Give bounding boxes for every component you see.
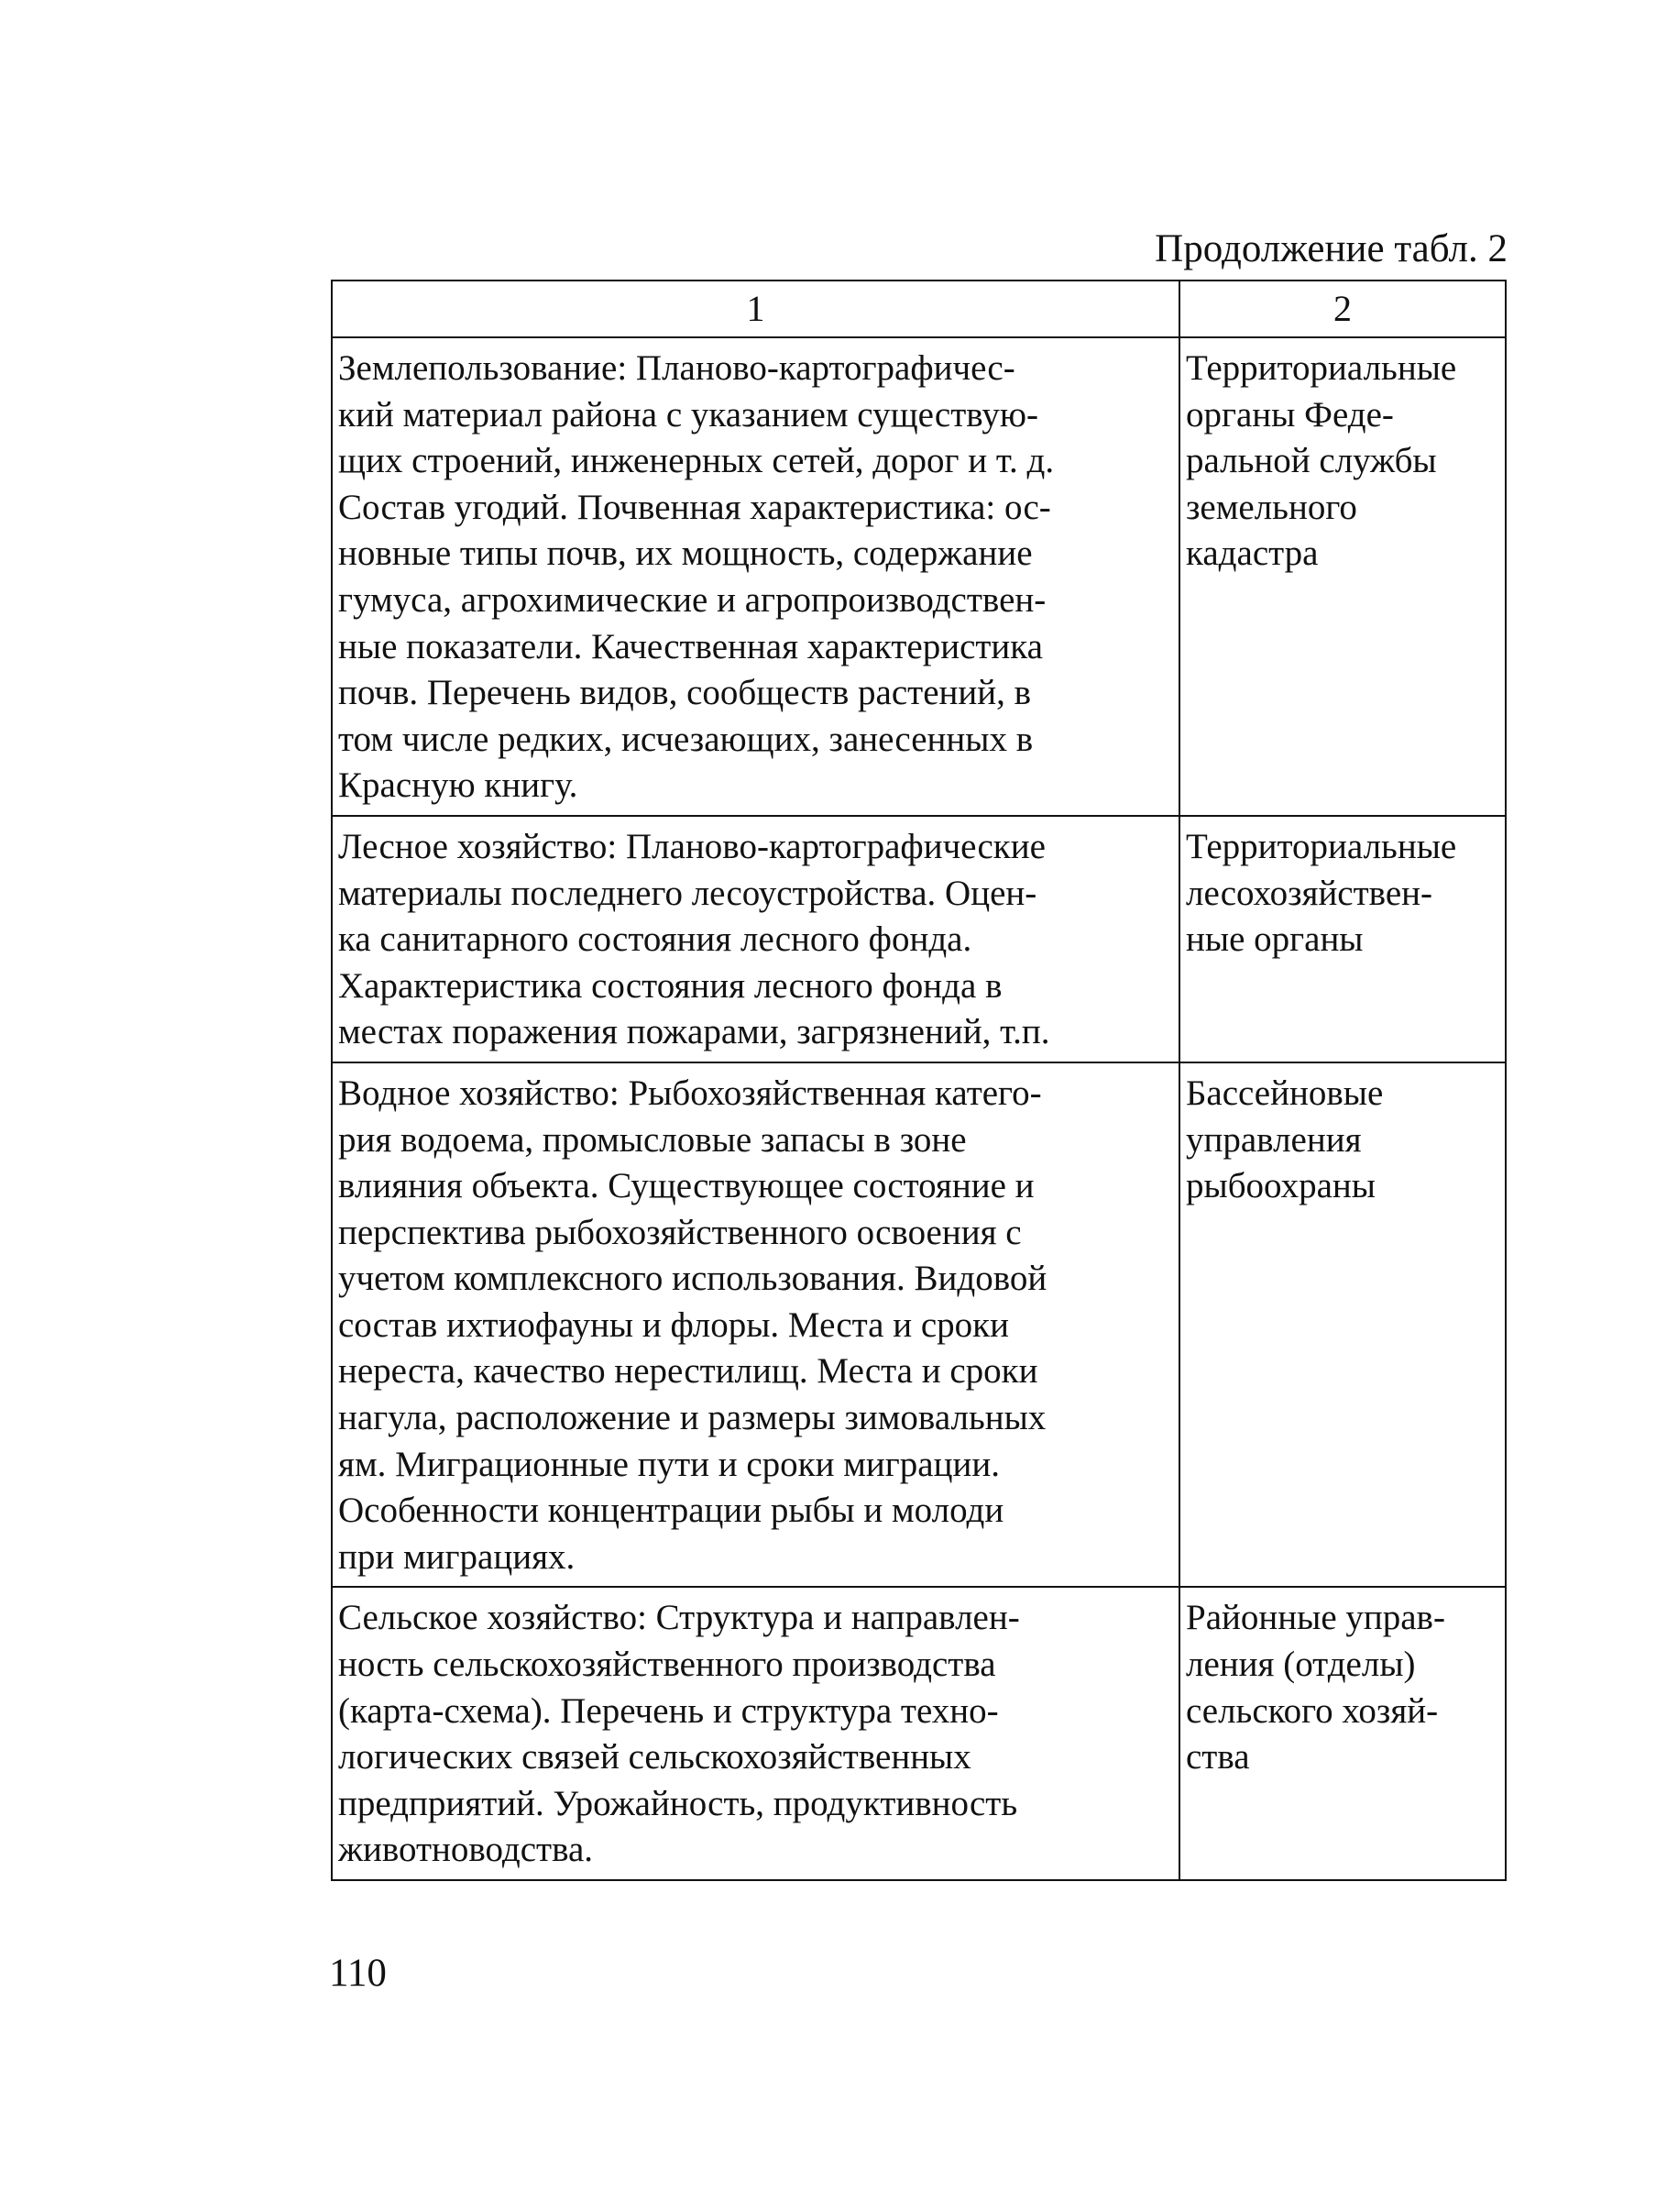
text-line: ления (отделы) xyxy=(1186,1645,1416,1685)
text-line: ка санитарного состояния лесного фонда. xyxy=(338,919,972,960)
text-line: Состав угодий. Почвенная характеристика: ос- xyxy=(338,487,1051,527)
text-line: кий материал района с указанием существую- xyxy=(338,394,1038,435)
text-line: при миграциях. xyxy=(338,1536,576,1577)
text-line: ям. Миграционные пути и сроки миграции. xyxy=(338,1444,1000,1484)
text-line: нагула, расположение и размеры зимовальных xyxy=(338,1398,1047,1438)
text-line: гумуса, агрохимические и агропроизводствен- xyxy=(338,579,1047,620)
text-line: кадастра xyxy=(1186,534,1319,574)
text-line: новные типы почв, их мощность, содержание xyxy=(338,534,1033,574)
text-line: Территориальные xyxy=(1186,826,1457,866)
text-line: Лесное хозяйство: Планово-картографические xyxy=(338,826,1046,866)
cell-text xyxy=(333,1063,1179,1587)
text-line: рыбоохраны xyxy=(1186,1166,1376,1206)
text-line: Районные управ- xyxy=(1186,1598,1445,1638)
text-line: Особенности концентрации рыбы и молоди xyxy=(338,1491,1004,1531)
data-table xyxy=(331,280,1507,1881)
table-row xyxy=(332,1587,1506,1880)
text-line: рия водоема, промысловые запасы в зоне xyxy=(338,1119,967,1160)
cell-text xyxy=(1180,338,1505,583)
text-line: щих строений, инженерных сетей, дорог и т. д. xyxy=(338,441,1055,481)
text-line: (карта-схема). Перечень и структура техно- xyxy=(338,1690,999,1731)
text-line: ные органы xyxy=(1186,919,1364,960)
cell-text xyxy=(333,338,1179,815)
text-line: Красную книгу. xyxy=(338,765,578,806)
table-caption: Продолжение табл. 2 xyxy=(1155,227,1508,270)
text-line: влияния объекта. Существующее состояние и xyxy=(338,1166,1035,1206)
column-header-1: 1 xyxy=(332,281,1179,337)
table-cell-source xyxy=(1179,337,1506,816)
cell-text xyxy=(1180,817,1505,969)
text-line: Водное хозяйство: Рыбохозяйственная катего- xyxy=(338,1073,1042,1113)
text-line: земельного xyxy=(1186,487,1357,527)
cell-text xyxy=(1180,1063,1505,1216)
table-cell-description xyxy=(332,1062,1179,1588)
text-line: Землепользование: Планово-картографичес- xyxy=(338,348,1015,388)
text-line: состав ихтиофауны и флоры. Места и сроки xyxy=(338,1304,1009,1345)
page-number: 110 xyxy=(329,1952,387,1995)
text-line: сельского хозяй- xyxy=(1186,1690,1439,1731)
text-line: почв. Перечень видов, сообществ растений, в xyxy=(338,673,1032,713)
text-line: материалы последнего лесоустройства. Оцен- xyxy=(338,873,1037,913)
text-line: Территориальные xyxy=(1186,348,1457,388)
text-line: ные показатели. Качественная характеристика xyxy=(338,626,1043,666)
table-row xyxy=(332,1062,1506,1588)
text-line: управления xyxy=(1186,1119,1362,1160)
text-line: ность сельскохозяйственного производства xyxy=(338,1645,996,1685)
cell-text xyxy=(333,1588,1179,1879)
text-line: логических связей сельскохозяйственных xyxy=(338,1737,971,1777)
text-line: животноводства. xyxy=(338,1830,594,1870)
text-line: Бассейновые xyxy=(1186,1073,1384,1113)
text-line: предприятий. Урожайность, продуктивность xyxy=(338,1783,1018,1823)
column-header-2: 2 xyxy=(1179,281,1506,337)
text-line: местах поражения пожарами, загрязнений, т.п. xyxy=(338,1012,1050,1052)
table-row xyxy=(332,816,1506,1062)
text-line: Характеристика состояния лесного фонда в xyxy=(338,965,1003,1006)
text-line: учетом комплексного использования. Видовой xyxy=(338,1259,1047,1299)
text-line: органы Феде- xyxy=(1186,394,1394,435)
table-cell-source xyxy=(1179,816,1506,1062)
text-line: ральной службы xyxy=(1186,441,1437,481)
text-line: ства xyxy=(1186,1737,1250,1777)
table-cell-source xyxy=(1179,1062,1506,1588)
table-header-row xyxy=(332,281,1506,337)
table-cell-source xyxy=(1179,1587,1506,1880)
text-line: Сельское хозяйство: Структура и направлен- xyxy=(338,1598,1020,1638)
text-line: перспектива рыбохозяйственного освоения с xyxy=(338,1212,1022,1252)
table-cell-description xyxy=(332,1587,1179,1880)
table-cell-description xyxy=(332,337,1179,816)
table-row xyxy=(332,337,1506,816)
table-cell-description xyxy=(332,816,1179,1062)
text-line: том числе редких, исчезающих, занесенных в xyxy=(338,719,1034,759)
cell-text xyxy=(1180,1588,1505,1786)
text-line: нереста, качество нерестилищ. Места и сроки xyxy=(338,1351,1038,1392)
cell-text xyxy=(333,817,1179,1062)
text-line: лесохозяйствен- xyxy=(1186,873,1433,913)
